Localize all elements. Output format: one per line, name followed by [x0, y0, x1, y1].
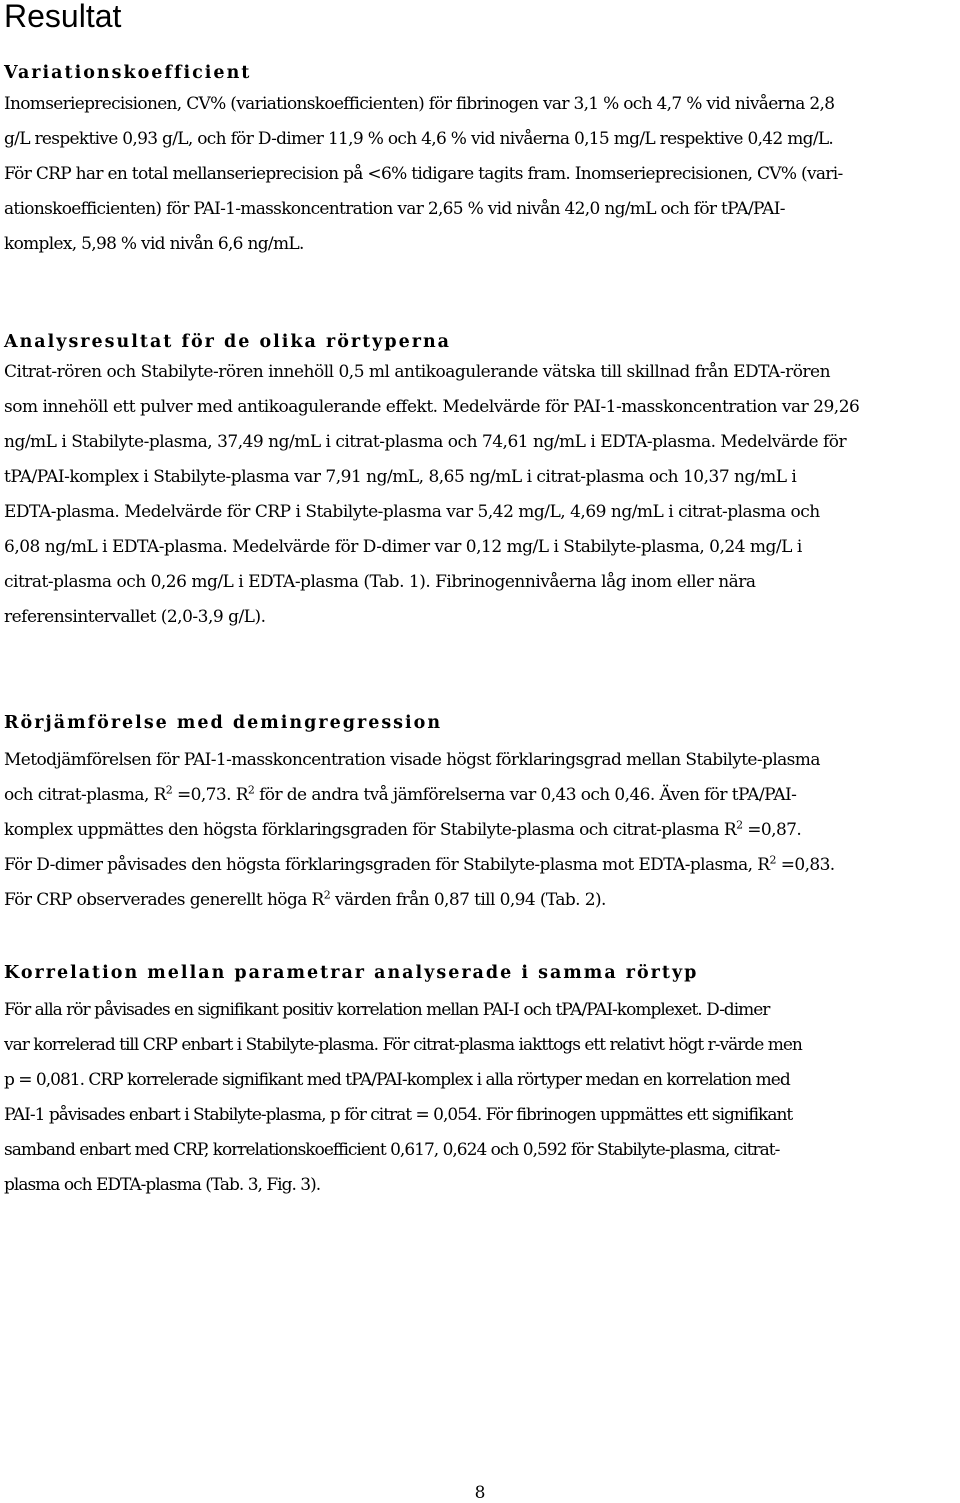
- text-line: 6,08 ng/mL i EDTA-plasma. Medelvärde för D-dimer var 0,12 mg/L i Stabilyte-plasma, 0,24 mg/L i: [4, 537, 802, 557]
- section-heading: Korrelation mellan parametrar analyserade i samma rörtyp: [4, 963, 699, 983]
- section-paragraph: [4, 743, 956, 918]
- text-line: komplex, 5,98 % vid nivån 6,6 ng/mL.: [4, 234, 304, 254]
- page-title: Resultat: [4, 0, 122, 34]
- text-line: ng/mL i Stabilyte-plasma, 37,49 ng/mL i citrat-plasma och 74,61 ng/mL i EDTA-plasma. Medelvärde för: [4, 432, 847, 452]
- text-line: komplex uppmättes den högsta förklaringsgraden för Stabilyte-plasma och citrat-plasma $R^2 =0,87$.: [4, 818, 802, 840]
- text-line: Inomserieprecisionen, CV% (variationskoefficienten) för fibrinogen var 3,1 % och 4,7 % vid nivåerna 2,8: [4, 94, 835, 114]
- text-line: som innehöll ett pulver med antikoagulerande effekt. Medelvärde för PAI-1-masskoncentration var 29,26: [4, 397, 860, 417]
- page-number: 8: [474, 1483, 486, 1503]
- text-line: För CRP observerades generellt höga $R^2$ värden från 0,87 till 0,94 (Tab. 2).: [4, 888, 606, 910]
- superscript: 2: [165, 783, 173, 797]
- text-line: p = 0,081. CRP korrelerade signifikant med tPA/PAI-komplex i alla rörtyper medan en korrelation med: [4, 1070, 790, 1090]
- text-line: plasma och EDTA-plasma (Tab. 3, Fig. 3).: [4, 1175, 321, 1195]
- superscript: 2: [769, 853, 776, 867]
- text-line: PAI-1 påvisades enbart i Stabilyte-plasma, p för citrat = 0,054. För fibrinogen uppmättes ett signifikant: [4, 1105, 793, 1125]
- text-line: Citrat-rören och Stabilyte-rören innehöll 0,5 ml antikoagulerande vätska till skillnad från EDTA-rören: [4, 362, 831, 382]
- section-heading: Variationskoefficient: [4, 63, 252, 83]
- text-line: EDTA-plasma. Medelvärde för CRP i Stabilyte-plasma var 5,42 mg/L, 4,69 ng/mL i citrat-plasma och: [4, 502, 820, 522]
- section-paragraph: [4, 87, 956, 262]
- text-line: samband enbart med CRP, korrelationskoefficient 0,617, 0,624 och 0,592 för Stabilyte-plasma, citrat-: [4, 1140, 780, 1160]
- text-line: referensintervallet (2,0-3,9 g/L).: [4, 607, 266, 627]
- section-heading: Rörjämförelse med demingregression: [4, 713, 443, 733]
- superscript: 2: [323, 888, 331, 902]
- superscript: 2: [247, 783, 255, 797]
- section-heading: Analysresultat för de olika rörtyperna: [4, 332, 452, 352]
- text-line: ationskoefficienten) för PAI-1-masskoncentration var 2,65 % vid nivån 42,0 ng/mL och för tPA/PAI-: [4, 199, 785, 219]
- section-analysresultat: [4, 329, 956, 635]
- section-rorjamforelse: [4, 710, 956, 918]
- text-line: g/L respektive 0,93 g/L, och för D-dimer 11,9 % och 4,6 % vid nivåerna 0,15 mg/L respektive 0,42 mg/L.: [4, 129, 834, 149]
- text-line: tPA/PAI-komplex i Stabilyte-plasma var 7,91 ng/mL, 8,65 ng/mL i citrat-plasma och 10,37 ng/mL i: [4, 467, 797, 487]
- text-line: För CRP har en total mellanserieprecision på <6% tidigare tagits fram. Inomserieprecisionen, CV% (vari-: [4, 164, 843, 184]
- section-korrelation: [4, 960, 956, 1203]
- text-line: För D-dimer påvisades den högsta förklaringsgraden för Stabilyte-plasma mot EDTA-plasma, $R^2 =0,83$.: [4, 853, 835, 875]
- superscript: 2: [736, 818, 743, 832]
- section-variationskoefficient: [4, 60, 956, 262]
- section-paragraph: [4, 993, 956, 1203]
- text-line: citrat-plasma och 0,26 mg/L i EDTA-plasma (Tab. 1). Fibrinogennivåerna låg inom eller nära: [4, 572, 756, 592]
- section-paragraph: [4, 355, 956, 635]
- text-line: och citrat-plasma, $R^2 =0,73$. $R^2$ för de andra två jämförelserna var 0,43 och 0,46. Även för tPA/PAI-: [4, 783, 797, 805]
- text-line: var korrelerad till CRP enbart i Stabilyte-plasma. För citrat-plasma iakttogs ett relativt högt r-värde men: [4, 1035, 802, 1055]
- text-line: För alla rör påvisades en signifikant positiv korrelation mellan PAI-I och tPA/PAI-komplexet. D-dimer: [4, 1000, 770, 1020]
- text-line: Metodjämförelsen för PAI-1-masskoncentration visade högst förklaringsgrad mellan Stabilyte-plasma: [4, 750, 820, 770]
